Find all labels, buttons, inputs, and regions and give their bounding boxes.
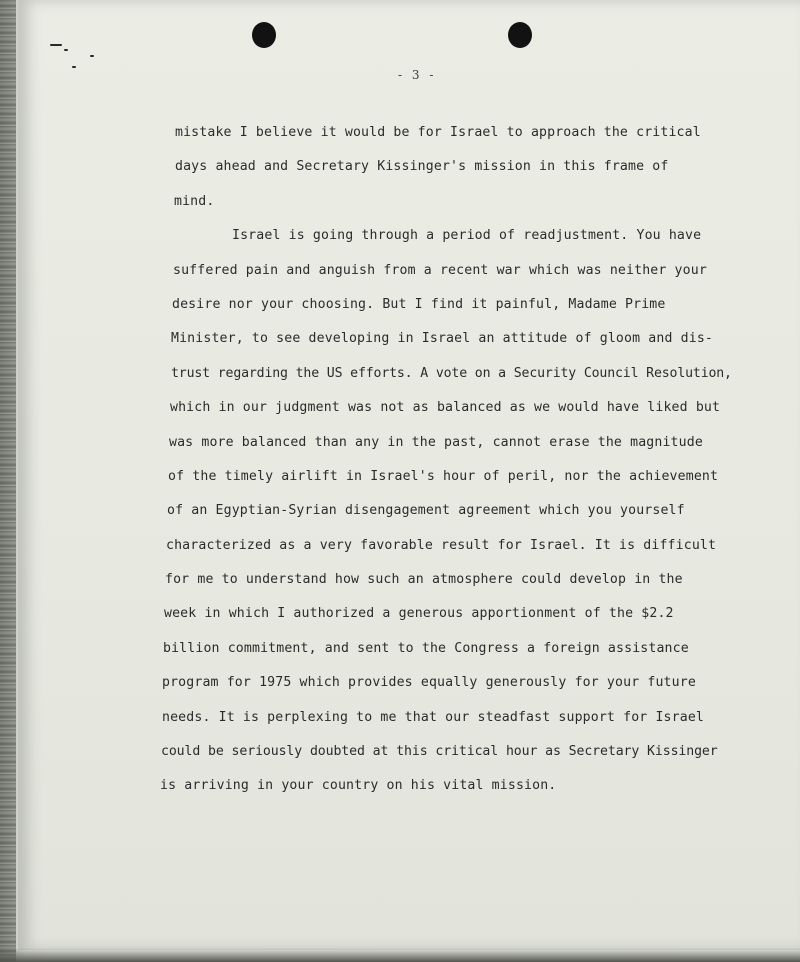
- letter-body: [160, 116, 760, 804]
- punch-hole-left: [252, 22, 276, 48]
- text-line: for me to understand how such an atmosphere could develop in the: [165, 572, 683, 588]
- text-line: could be seriously doubted at this critical hour as Secretary Kissinger: [161, 744, 718, 760]
- text-line: of an Egyptian-Syrian disengagement agreement which you yourself: [167, 503, 685, 519]
- scan-bottom-shadow: [0, 948, 800, 962]
- text-line: week in which I authorized a generous apportionment of the $2.2: [164, 606, 674, 622]
- text-line: needs. It is perplexing to me that our steadfast support for Israel: [162, 709, 704, 725]
- text-line: billion commitment, and sent to the Congress a foreign assistance: [163, 640, 689, 656]
- text-line: is arriving in your country on his vital mission.: [160, 778, 557, 794]
- text-line: Israel is going through a period of readjustment. You have: [232, 228, 702, 244]
- text-line: Minister, to see developing in Israel an attitude of gloom and dis-: [171, 331, 713, 347]
- scan-speck: [50, 44, 62, 46]
- scan-speck: [72, 66, 76, 68]
- text-line: program for 1975 which provides equally generously for your future: [162, 675, 696, 691]
- text-line: was more balanced than any in the past, cannot erase the magnitude: [169, 434, 703, 450]
- scan-edge: [0, 0, 16, 962]
- text-line: characterized as a very favorable result for Israel. It is difficult: [166, 537, 717, 553]
- text-line: days ahead and Secretary Kissinger's mission in this frame of: [175, 159, 669, 175]
- text-line: of the timely airlift in Israel's hour of peril, nor the achievement: [168, 468, 719, 484]
- text-line: mistake I believe it would be for Israel to approach the critical: [175, 125, 701, 140]
- scan-speck: [90, 55, 94, 57]
- text-line: desire nor your choosing. But I find it painful, Madame Prime: [172, 296, 666, 312]
- scan-speck: [64, 49, 68, 51]
- text-line: which in our judgment was not as balanced as we would have liked but: [170, 400, 721, 416]
- text-line: suffered pain and anguish from a recent war which was neither your: [173, 262, 707, 278]
- text-line: mind.: [174, 193, 215, 209]
- punch-hole-right: [508, 22, 532, 48]
- text-line: trust regarding the US efforts. A vote on a Security Council Resolution,: [171, 365, 732, 381]
- page-number: - 3 -: [398, 68, 437, 82]
